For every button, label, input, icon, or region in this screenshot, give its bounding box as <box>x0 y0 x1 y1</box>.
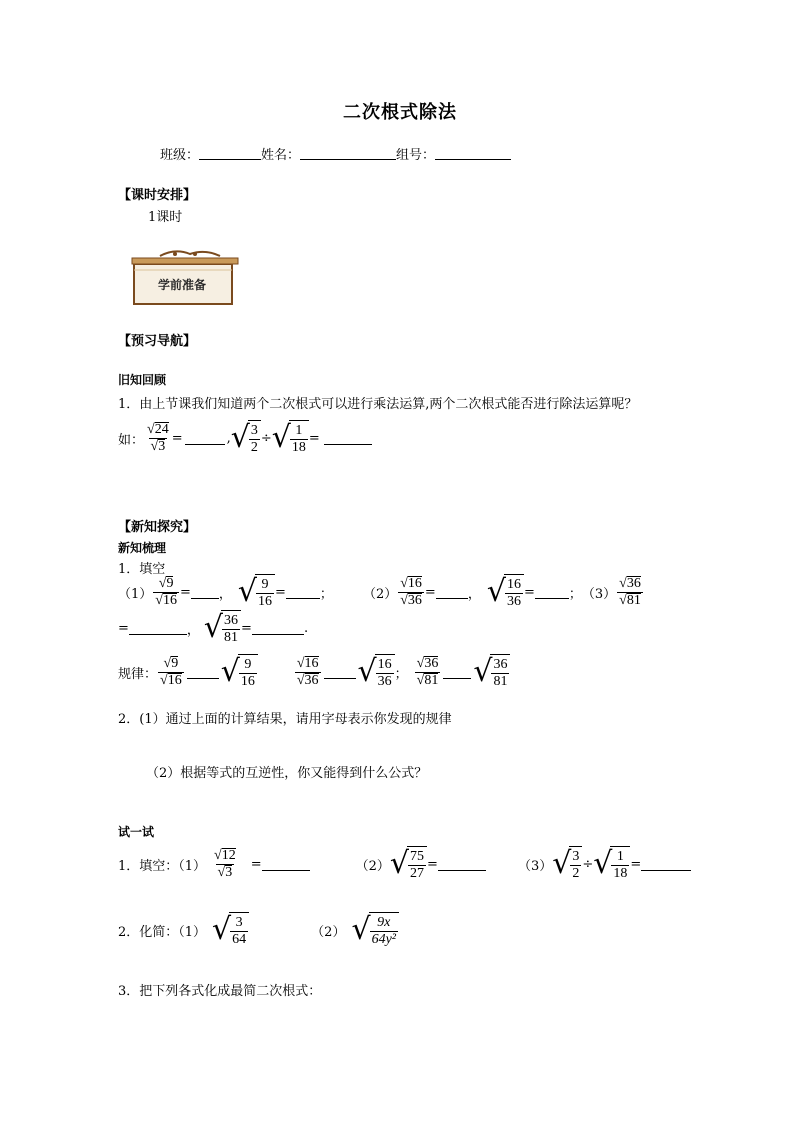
answer-blank[interactable] <box>191 586 219 599</box>
rule-blank[interactable] <box>324 666 356 679</box>
review-title: 旧知回顾 <box>118 373 167 387</box>
explore-row-2: = ， √ $\frac{36}{81}$ = . <box>118 610 309 645</box>
student-info-line <box>160 144 511 163</box>
name-field[interactable] <box>300 147 396 160</box>
explore-sub: 新知梳理 <box>118 541 167 555</box>
fraction-sqrt24-over-sqrt3: √ 24 √ 3 <box>147 421 169 454</box>
rule-row: 规律： √ 9 √ 16 √ $\frac{9}{16}$ √ 16 √ 36 √ $\frac{16}{36}$ ； √ 36 √ 81 √ $\frac{36}{81}$ <box>118 654 510 690</box>
answer-blank[interactable] <box>252 622 304 635</box>
try-row-2: 2．化简：（1） √ $\frac{3}{64}$ （2） √ $\frac{9x}{\text{64y²}}$ <box>118 912 399 948</box>
rule-blank[interactable] <box>443 666 471 679</box>
class-field[interactable] <box>199 147 261 160</box>
review-question: 1．由上节课我们知道两个二次根式可以进行乘法运算,两个二次根式能否进行除法运算呢？ <box>118 397 638 412</box>
banner-text: 学前准备 <box>158 278 207 292</box>
explore-row-1: （1） √ 9 √ 16 = ， √ $\frac{9}{16}$ = ； （2） √ 16 √ 36 = ， √ $\frac{16}{36}$ = ； （3） √ 36 √ 81 <box>118 574 641 609</box>
try-heading: 试一试 <box>118 825 155 839</box>
group-field[interactable] <box>435 147 511 160</box>
explore-fill: 1．填空 <box>118 562 166 577</box>
example-prefix: 如： <box>118 432 145 448</box>
group-label: 组号： <box>396 148 436 163</box>
answer-blank[interactable] <box>438 858 486 871</box>
name-label: 姓名： <box>261 148 301 163</box>
radical-1-over-18: √ $\frac{1}{18}$ <box>272 420 309 456</box>
rule-blank[interactable] <box>187 666 219 679</box>
answer-blank[interactable] <box>535 586 569 599</box>
answer-blank[interactable] <box>262 858 310 871</box>
answer-blank[interactable] <box>185 432 225 445</box>
try-row-1: 1．填空：（1） √ 12 √ 3 = （2） √ $\frac{75}{27}$ = （3） √ $\frac{3}{2}$ ÷ √ $\frac{1}{18}$ = <box>118 846 691 882</box>
review-example: 如： √ 24 √ 3 = , √ $\frac{3}{2}$ ÷ √ $\frac{1}{18}$ = <box>118 420 372 456</box>
answer-blank[interactable] <box>324 432 372 445</box>
answer-blank[interactable] <box>436 586 468 599</box>
explore-q2-1: 2．(1）通过上面的计算结果，请用字母表示你发现的规律 <box>118 712 452 727</box>
preview-heading: 【预习导航】 <box>118 334 197 349</box>
explore-heading: 【新知探究】 <box>118 520 197 535</box>
class-label: 班级： <box>160 148 200 163</box>
answer-blank[interactable] <box>286 586 320 599</box>
schedule-value: 1课时 <box>148 210 183 225</box>
answer-blank[interactable] <box>129 622 187 635</box>
page-title: 二次根式除法 <box>343 102 457 123</box>
try-q3: 3．把下列各式化成最简二次根式： <box>118 984 322 999</box>
explore-q2-2: （2）根据等式的互逆性，你又能得到什么公式？ <box>146 766 428 781</box>
answer-blank[interactable] <box>641 858 691 871</box>
radical-3-over-2: √ $\frac{3}{2}$ <box>231 420 261 456</box>
banner-image <box>130 250 240 306</box>
schedule-heading: 【课时安排】 <box>118 188 197 203</box>
